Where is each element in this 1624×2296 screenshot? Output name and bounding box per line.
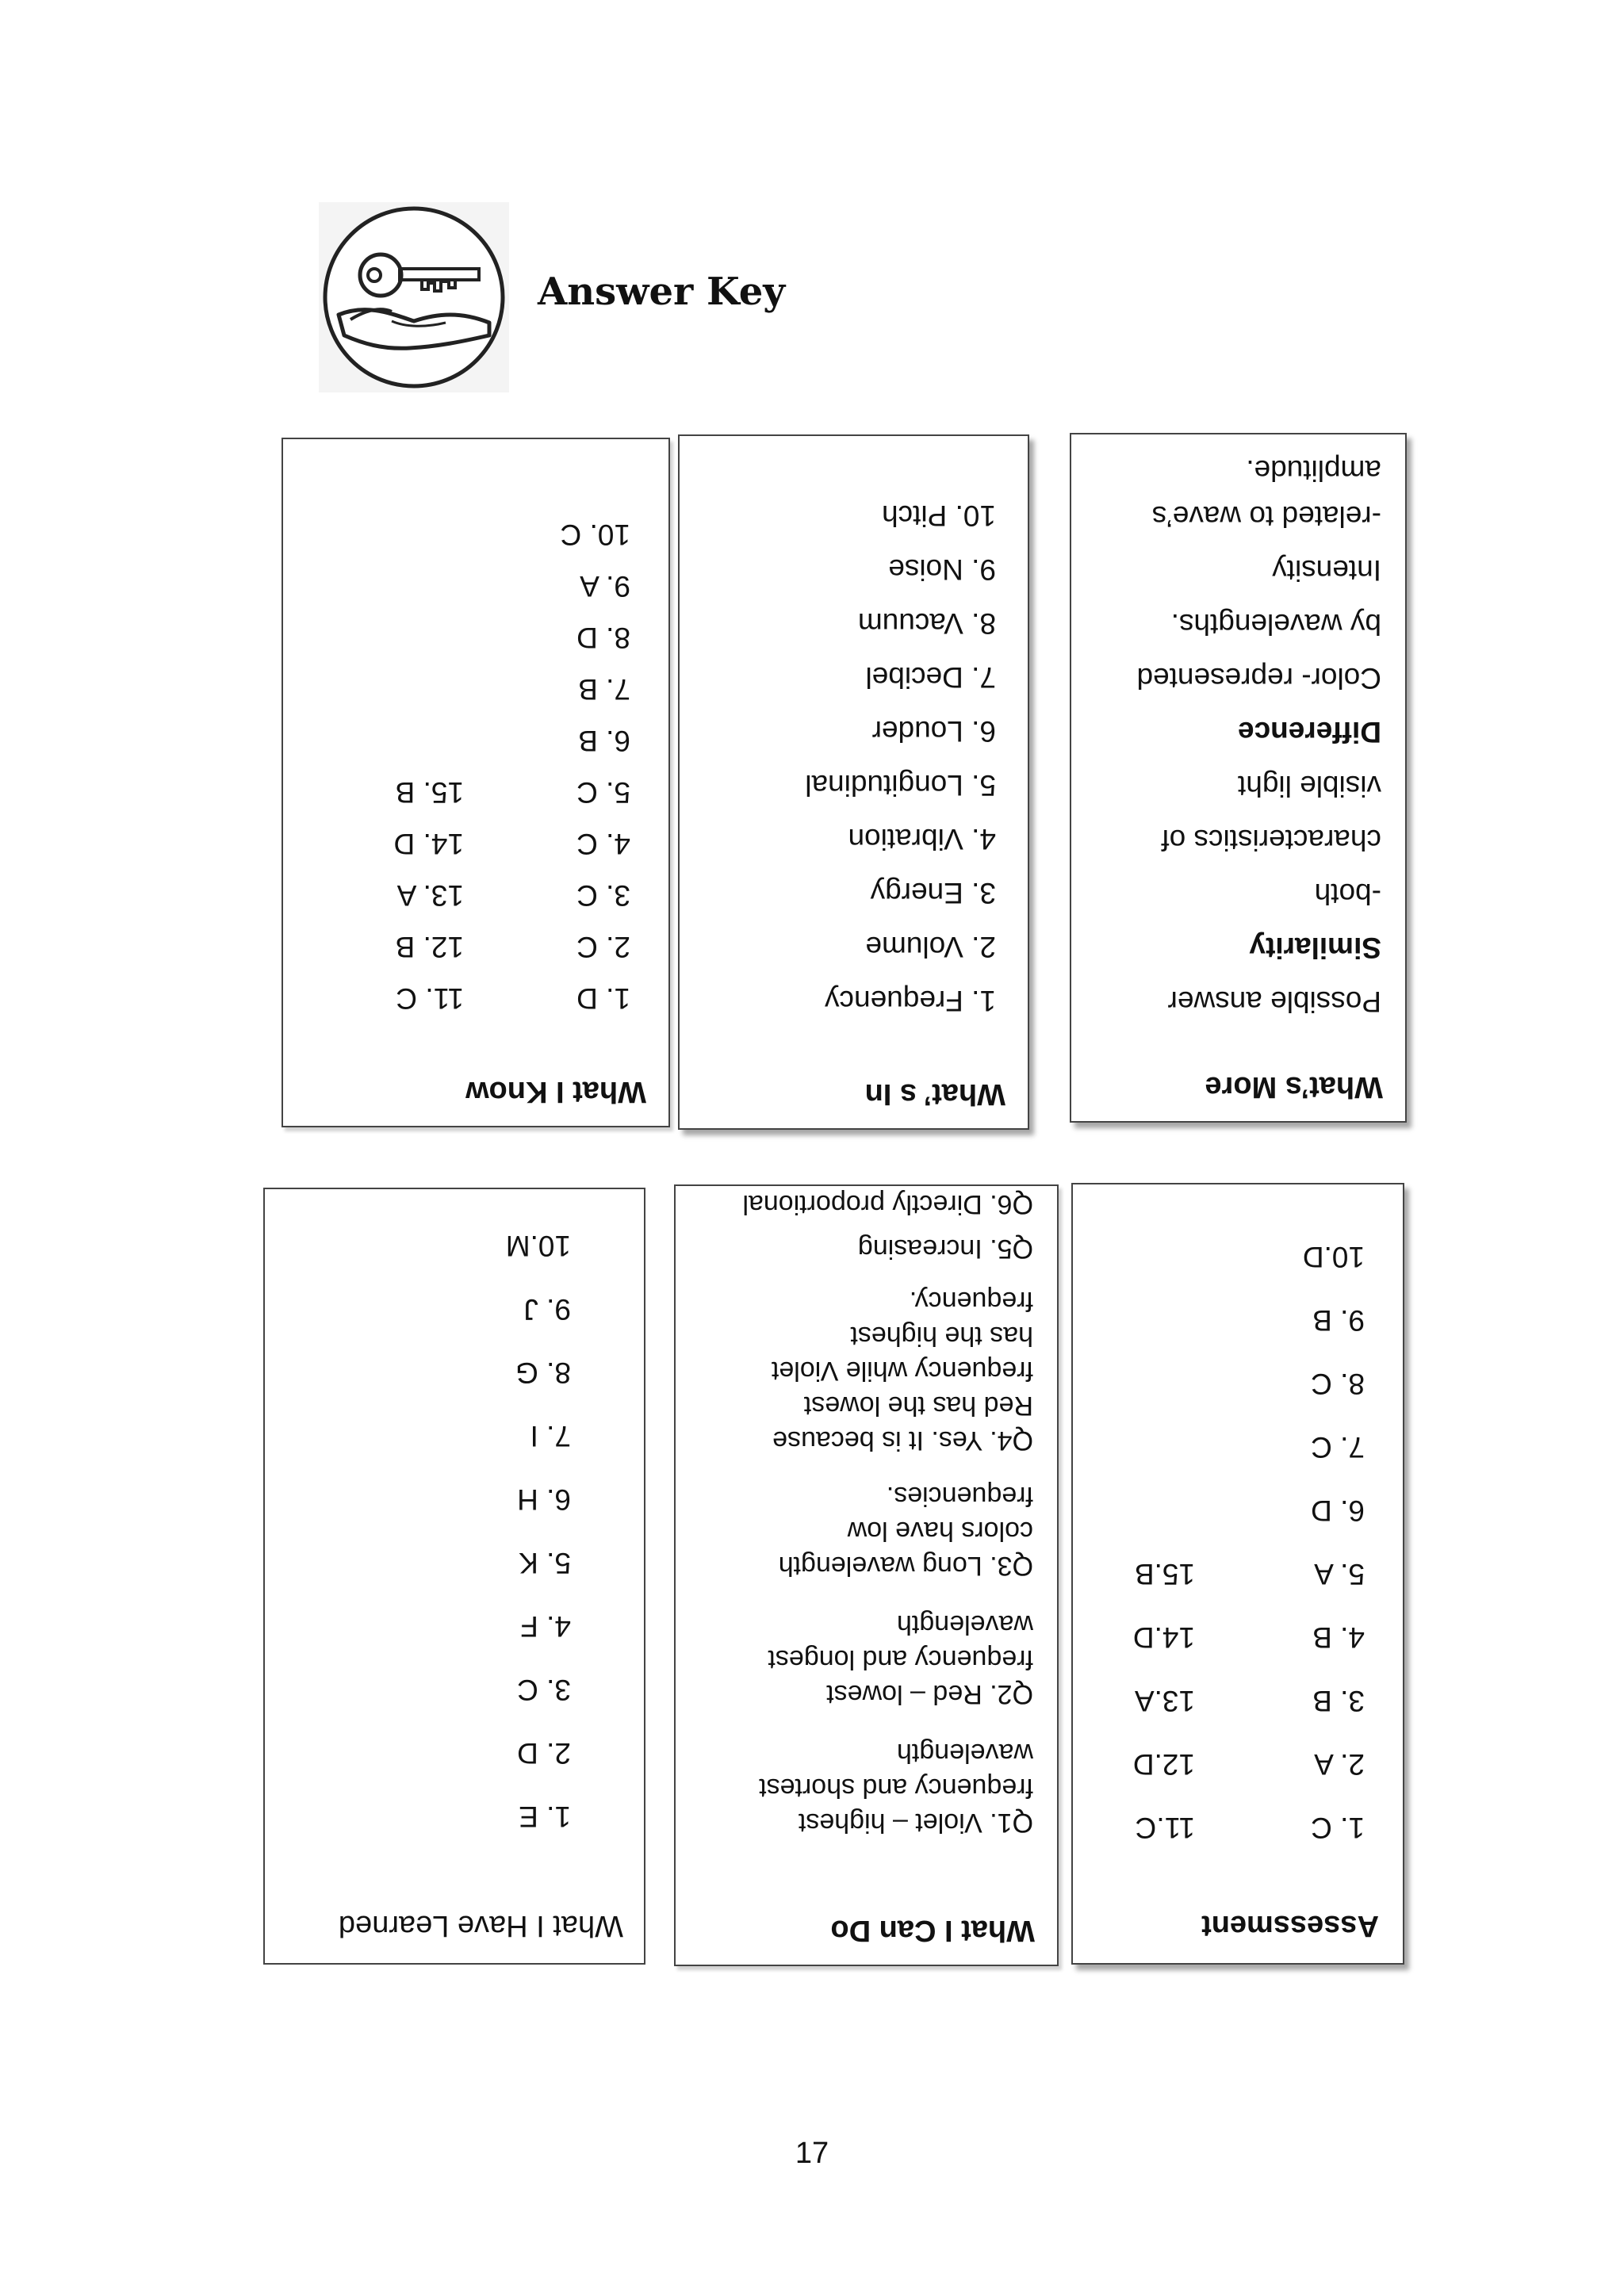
card-whats-more [1070, 433, 1407, 1123]
answer-item: 13.A [1134, 1685, 1195, 1717]
text-line: frequency and longest [768, 1644, 1033, 1674]
answer-item: 4. F [520, 1610, 571, 1643]
answer-item: 7. B [578, 673, 630, 706]
answer-item: 9. B [1312, 1304, 1365, 1337]
answer-item: 7. C [1311, 1431, 1365, 1464]
text-line: Red has the lowest [803, 1391, 1033, 1421]
answer-item: 8. G [515, 1357, 571, 1389]
answer-item: 1. E [519, 1800, 571, 1833]
text-line: wavelength [896, 1609, 1033, 1640]
answer-item: 2. Volume [865, 931, 996, 963]
text-line: Q3. Long wavelength [778, 1551, 1033, 1581]
text-line: Q4. Yes. It is because [772, 1425, 1033, 1456]
answer-item: 13. A [396, 879, 464, 912]
page-title: Answer Key [538, 270, 786, 314]
card-heading: What I Can Do [830, 1914, 1035, 1947]
answer-item: 10. C [560, 519, 630, 551]
answer-item: 9. Noise [888, 553, 996, 586]
answer-item: 3. C [517, 1674, 571, 1706]
text-line: Q6. Directly proportional [742, 1189, 1033, 1219]
answer-item: 8. D [576, 622, 630, 654]
text-line: frequencies. [886, 1481, 1033, 1511]
answer-item: 10.M [505, 1230, 571, 1262]
answer-item: 12.D [1132, 1748, 1195, 1781]
card-heading: Assessment [1201, 1909, 1379, 1942]
answer-item: 6. D [1311, 1494, 1365, 1527]
text-line: characteristics of [1161, 824, 1381, 856]
answer-item: 2. C [576, 931, 630, 963]
answer-item: 10. Pitch [882, 499, 996, 532]
answer-item: 6. Louder [871, 715, 996, 748]
text-line: -both [1314, 878, 1381, 910]
text-line: amplitude. [1246, 454, 1381, 487]
card-heading: What I Have Learned [338, 1909, 623, 1942]
text-line: by wavelengths. [1170, 608, 1381, 641]
answer-item: 1. C [1311, 1812, 1365, 1844]
answer-item: 8. C [1311, 1368, 1365, 1400]
text-line: Q2. Red – lowest [826, 1679, 1033, 1709]
card-assessment [1071, 1183, 1404, 1965]
answer-item: 4. C [576, 828, 630, 860]
text-line: has the highest [850, 1321, 1033, 1351]
text-line: frequency. [909, 1286, 1033, 1316]
text-line: Q5. Increasing [857, 1234, 1033, 1264]
text-line: Difference [1238, 716, 1381, 748]
text-line: Similarity [1249, 932, 1381, 964]
answer-item: 7. Decibel [865, 661, 996, 694]
answer-item: 6. B [578, 725, 630, 757]
text-line: Intensity [1272, 554, 1381, 587]
answer-item: 11.C [1135, 1812, 1195, 1844]
text-line: Possible answer [1167, 985, 1381, 1018]
answer-item: 9. J [523, 1293, 571, 1326]
answer-item: 15. B [395, 776, 464, 809]
text-line: wavelength [896, 1738, 1033, 1768]
answer-item: 3. Energy [870, 877, 996, 909]
text-line: Color- represented [1136, 662, 1381, 695]
text-line: Q1. Violet – highest [798, 1808, 1033, 1838]
text-line: -related to wave’s [1151, 500, 1381, 533]
page-number: 17 [795, 2137, 829, 2170]
answer-item: 4. B [1312, 1621, 1365, 1654]
card-heading: What I Know [465, 1075, 646, 1108]
answer-item: 3. B [1312, 1685, 1365, 1717]
answer-item: 6. H [517, 1483, 571, 1516]
answer-item: 15.B [1134, 1558, 1195, 1590]
answer-item: 2. A [1314, 1748, 1365, 1781]
card-heading: What’ s In [864, 1077, 1005, 1111]
answer-item: 14.D [1132, 1621, 1195, 1654]
text-line: frequency and shortest [759, 1773, 1033, 1803]
card-heading: What’s More [1205, 1070, 1383, 1104]
answer-item: 3. C [576, 879, 630, 912]
answer-item: 1. Frequency [825, 985, 996, 1017]
text-line: visible light [1238, 770, 1381, 802]
card-what-i-know [282, 438, 670, 1127]
answer-item: 8. Vacuum [857, 607, 996, 640]
answer-item: 5. A [1314, 1558, 1365, 1590]
answer-item: 4. Vibration [848, 823, 996, 855]
answer-item: 14. D [393, 828, 464, 860]
text-line: frequency while Violet [771, 1356, 1033, 1386]
answer-item: 5. K [519, 1547, 571, 1579]
answer-item: 5. Longitudinal [805, 769, 996, 802]
card-what-i-have-learned [263, 1188, 645, 1965]
answer-item: 2. D [517, 1737, 571, 1770]
answer-item: 9. A [580, 570, 630, 603]
card-what-i-can-do [674, 1184, 1059, 1966]
card-whats-in [678, 434, 1029, 1130]
answer-item: 7. I [530, 1420, 571, 1452]
answer-item: 10.D [1302, 1241, 1365, 1273]
answer-item: 1. D [576, 982, 630, 1015]
answer-item: 12. B [395, 931, 464, 963]
answer-item: 5. C [576, 776, 630, 809]
key-in-hand-icon [319, 202, 509, 392]
text-line: colors have low [847, 1516, 1033, 1546]
answer-item: 11. C [396, 982, 464, 1015]
